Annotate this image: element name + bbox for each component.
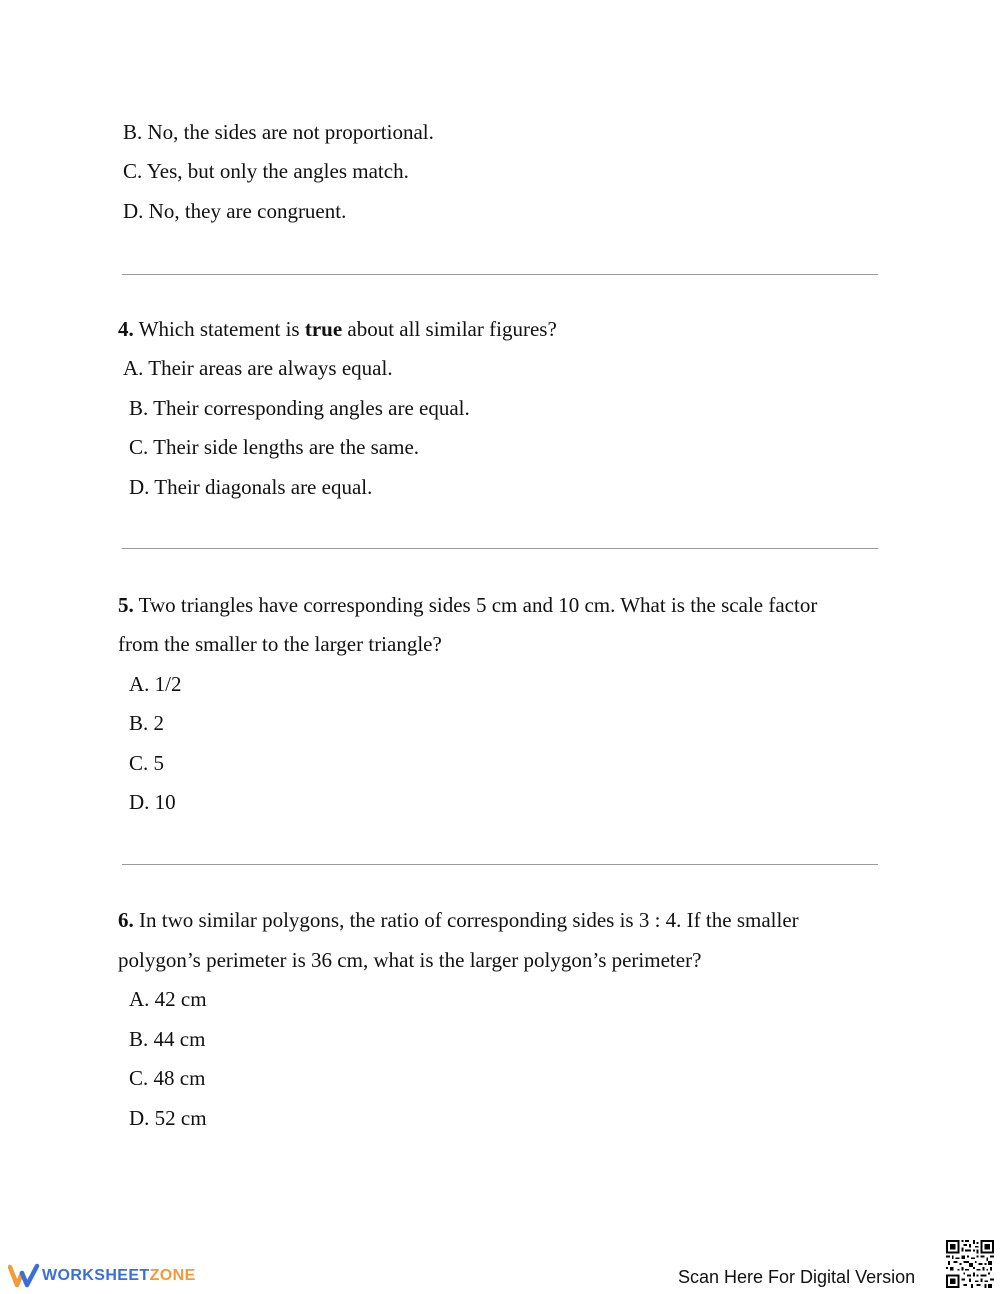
q5-option-a: A. 1/2 (129, 672, 182, 696)
q4-option-b: B. Their corresponding angles are equal. (129, 396, 470, 420)
q5-prompt-line2: from the smaller to the larger triangle? (118, 632, 442, 656)
q4-text-before: Which statement is (133, 317, 305, 341)
q4-option-d: D. Their diagonals are equal. (129, 475, 373, 499)
q4-prompt (118, 315, 557, 343)
q4-text-after: about all similar figures? (342, 317, 557, 341)
section-divider (122, 548, 878, 549)
q3-option-d: D. No, they are congruent. (123, 199, 347, 223)
q5-option-b: B. 2 (129, 711, 165, 735)
logo-word-1: WORKSHEET (42, 1267, 150, 1284)
worksheetzone-logo[interactable] (8, 1263, 196, 1289)
logo-word-2: ZONE (149, 1267, 196, 1284)
q4-text-bold: true (304, 317, 343, 341)
section-divider (122, 864, 878, 865)
q5-prompt-line1 (118, 591, 817, 619)
q5-text-line1: Two triangles have corresponding sides 5 cm and 10 cm. What is the scale factor (133, 593, 818, 617)
q6-option-a: A. 42 cm (129, 987, 207, 1011)
q6-number: 6. (118, 908, 134, 932)
q4-option-a: A. Their areas are always equal. (123, 356, 393, 380)
scan-label: Scan Here For Digital Version (678, 1267, 916, 1287)
logo-wordmark (42, 1267, 196, 1285)
q4-number: 4. (118, 317, 134, 341)
q3-option-c: C. Yes, but only the angles match. (123, 159, 409, 183)
section-divider (122, 274, 878, 275)
q6-text-line1: In two similar polygons, the ratio of corresponding sides is 3 : 4. If the smaller (133, 908, 799, 932)
q4-option-c: C. Their side lengths are the same. (129, 435, 420, 459)
q5-option-d: D. 10 (129, 790, 176, 814)
q6-option-d: D. 52 cm (129, 1106, 207, 1130)
q6-prompt-line1 (118, 906, 799, 934)
q6-prompt-line2: polygon’s perimeter is 36 cm, what is the larger polygon’s perimeter? (118, 948, 702, 972)
q5-number: 5. (118, 593, 134, 617)
q3-option-b: B. No, the sides are not proportional. (123, 120, 434, 144)
q6-option-c: C. 48 cm (129, 1066, 206, 1090)
q6-option-b: B. 44 cm (129, 1027, 206, 1051)
q5-option-c: C. 5 (129, 751, 165, 775)
logo-w-icon (8, 1263, 40, 1289)
qr-code-icon[interactable] (946, 1240, 994, 1288)
